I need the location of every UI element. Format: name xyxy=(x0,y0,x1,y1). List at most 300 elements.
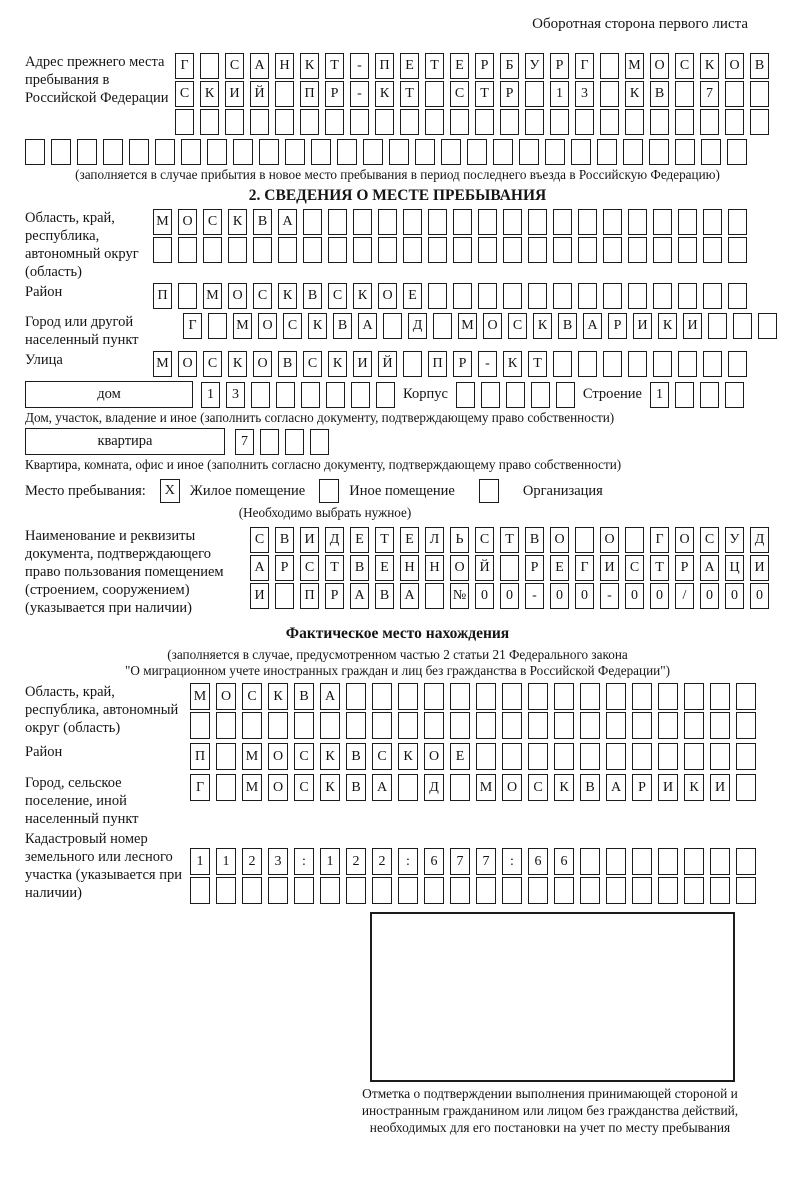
char-cell[interactable]: К xyxy=(375,81,394,107)
char-cell[interactable]: С xyxy=(253,283,272,309)
char-cell[interactable]: О xyxy=(228,283,247,309)
char-cell[interactable] xyxy=(675,81,694,107)
char-cell[interactable] xyxy=(632,743,652,770)
char-cell[interactable] xyxy=(259,139,279,165)
char-cell[interactable] xyxy=(77,139,97,165)
char-cell[interactable] xyxy=(260,429,279,455)
char-cell[interactable] xyxy=(580,683,600,710)
char-cell[interactable] xyxy=(650,109,669,135)
char-cell[interactable] xyxy=(428,209,447,235)
char-cell[interactable]: О xyxy=(450,555,469,581)
char-cell[interactable] xyxy=(658,743,678,770)
char-cell[interactable] xyxy=(346,683,366,710)
char-cell[interactable] xyxy=(216,712,236,739)
char-cell[interactable]: В xyxy=(650,81,669,107)
char-cell[interactable] xyxy=(398,774,418,801)
char-cell[interactable]: Р xyxy=(275,555,294,581)
char-cell[interactable]: П xyxy=(153,283,172,309)
char-cell[interactable]: С xyxy=(283,313,302,339)
char-cell[interactable] xyxy=(175,109,194,135)
char-cell[interactable] xyxy=(675,139,695,165)
char-cell[interactable] xyxy=(456,382,475,408)
char-cell[interactable] xyxy=(403,351,422,377)
char-cell[interactable]: П xyxy=(428,351,447,377)
char-cell[interactable] xyxy=(703,209,722,235)
char-cell[interactable]: А xyxy=(358,313,377,339)
char-cell[interactable] xyxy=(525,109,544,135)
char-cell[interactable]: С xyxy=(508,313,527,339)
char-cell[interactable]: К xyxy=(328,351,347,377)
char-cell[interactable] xyxy=(476,712,496,739)
char-cell[interactable]: Н xyxy=(275,53,294,79)
char-cell[interactable]: 7 xyxy=(450,848,470,875)
char-cell[interactable] xyxy=(475,109,494,135)
char-cell[interactable]: В xyxy=(278,351,297,377)
char-cell[interactable]: К xyxy=(554,774,574,801)
char-cell[interactable]: К xyxy=(228,351,247,377)
char-cell[interactable] xyxy=(433,313,452,339)
char-cell[interactable] xyxy=(653,351,672,377)
char-cell[interactable]: К xyxy=(320,743,340,770)
char-cell[interactable]: 1 xyxy=(650,382,669,408)
char-cell[interactable] xyxy=(278,237,297,263)
char-cell[interactable] xyxy=(294,712,314,739)
char-cell[interactable] xyxy=(710,712,730,739)
char-cell[interactable] xyxy=(554,743,574,770)
char-cell[interactable]: С xyxy=(700,527,719,553)
char-cell[interactable]: Е xyxy=(400,527,419,553)
char-cell[interactable] xyxy=(578,237,597,263)
char-cell[interactable] xyxy=(606,712,626,739)
char-cell[interactable] xyxy=(632,683,652,710)
char-cell[interactable] xyxy=(553,351,572,377)
char-cell[interactable]: О xyxy=(502,774,522,801)
char-cell[interactable]: Ц xyxy=(725,555,744,581)
char-cell[interactable] xyxy=(578,351,597,377)
char-cell[interactable]: Т xyxy=(325,53,344,79)
residential-checkbox[interactable]: X xyxy=(160,479,180,503)
char-cell[interactable]: В xyxy=(350,555,369,581)
char-cell[interactable]: 0 xyxy=(575,583,594,609)
char-cell[interactable] xyxy=(398,877,418,904)
char-cell[interactable]: С xyxy=(225,53,244,79)
char-cell[interactable]: Р xyxy=(525,555,544,581)
char-cell[interactable] xyxy=(476,683,496,710)
char-cell[interactable]: С xyxy=(242,683,262,710)
char-cell[interactable] xyxy=(403,209,422,235)
char-cell[interactable]: С xyxy=(300,555,319,581)
char-cell[interactable] xyxy=(453,237,472,263)
char-cell[interactable]: С xyxy=(675,53,694,79)
char-cell[interactable]: Г xyxy=(650,527,669,553)
char-cell[interactable]: 7 xyxy=(476,848,496,875)
char-cell[interactable] xyxy=(424,712,444,739)
char-cell[interactable]: 1 xyxy=(320,848,340,875)
char-cell[interactable] xyxy=(710,848,730,875)
char-cell[interactable] xyxy=(493,139,513,165)
char-cell[interactable] xyxy=(481,382,500,408)
char-cell[interactable]: К xyxy=(300,53,319,79)
char-cell[interactable]: К xyxy=(320,774,340,801)
char-cell[interactable] xyxy=(703,283,722,309)
char-cell[interactable] xyxy=(708,313,727,339)
char-cell[interactable]: Г xyxy=(575,555,594,581)
char-cell[interactable] xyxy=(736,848,756,875)
char-cell[interactable] xyxy=(303,237,322,263)
char-cell[interactable] xyxy=(678,209,697,235)
char-cell[interactable] xyxy=(600,53,619,79)
char-cell[interactable] xyxy=(275,583,294,609)
char-cell[interactable]: 2 xyxy=(346,848,366,875)
char-cell[interactable]: В xyxy=(333,313,352,339)
char-cell[interactable] xyxy=(311,139,331,165)
char-cell[interactable]: С xyxy=(250,527,269,553)
char-cell[interactable]: 3 xyxy=(226,382,245,408)
char-cell[interactable]: Е xyxy=(550,555,569,581)
char-cell[interactable] xyxy=(415,139,435,165)
char-cell[interactable] xyxy=(450,712,470,739)
char-cell[interactable]: Т xyxy=(475,81,494,107)
char-cell[interactable] xyxy=(710,743,730,770)
char-cell[interactable] xyxy=(553,283,572,309)
char-cell[interactable] xyxy=(51,139,71,165)
char-cell[interactable]: Г xyxy=(175,53,194,79)
char-cell[interactable]: Р xyxy=(608,313,627,339)
char-cell[interactable] xyxy=(153,237,172,263)
char-cell[interactable] xyxy=(203,237,222,263)
char-cell[interactable]: К xyxy=(278,283,297,309)
char-cell[interactable]: В xyxy=(750,53,769,79)
char-cell[interactable]: № xyxy=(450,583,469,609)
char-cell[interactable] xyxy=(606,683,626,710)
char-cell[interactable]: В xyxy=(346,743,366,770)
char-cell[interactable] xyxy=(242,877,262,904)
char-cell[interactable] xyxy=(372,877,392,904)
char-cell[interactable]: О xyxy=(650,53,669,79)
char-cell[interactable] xyxy=(275,109,294,135)
char-cell[interactable] xyxy=(675,109,694,135)
char-cell[interactable] xyxy=(398,683,418,710)
char-cell[interactable]: П xyxy=(190,743,210,770)
char-cell[interactable] xyxy=(578,209,597,235)
char-cell[interactable]: И xyxy=(683,313,702,339)
char-cell[interactable]: В xyxy=(375,583,394,609)
char-cell[interactable] xyxy=(450,109,469,135)
char-cell[interactable] xyxy=(178,283,197,309)
char-cell[interactable]: О xyxy=(178,351,197,377)
char-cell[interactable] xyxy=(528,283,547,309)
char-cell[interactable] xyxy=(310,429,329,455)
char-cell[interactable]: М xyxy=(233,313,252,339)
char-cell[interactable] xyxy=(758,313,777,339)
char-cell[interactable] xyxy=(632,877,652,904)
char-cell[interactable]: М xyxy=(476,774,496,801)
char-cell[interactable]: И xyxy=(633,313,652,339)
registration-mark-area[interactable] xyxy=(370,912,735,1082)
char-cell[interactable] xyxy=(351,382,370,408)
char-cell[interactable] xyxy=(450,774,470,801)
char-cell[interactable]: 6 xyxy=(424,848,444,875)
char-cell[interactable] xyxy=(425,109,444,135)
char-cell[interactable]: П xyxy=(300,81,319,107)
char-cell[interactable]: И xyxy=(250,583,269,609)
char-cell[interactable]: И xyxy=(710,774,730,801)
char-cell[interactable] xyxy=(703,237,722,263)
char-cell[interactable]: А xyxy=(250,555,269,581)
char-cell[interactable]: Д xyxy=(325,527,344,553)
char-cell[interactable]: И xyxy=(658,774,678,801)
char-cell[interactable] xyxy=(178,237,197,263)
char-cell[interactable] xyxy=(181,139,201,165)
char-cell[interactable] xyxy=(575,109,594,135)
char-cell[interactable]: С xyxy=(528,774,548,801)
char-cell[interactable] xyxy=(553,237,572,263)
char-cell[interactable]: Р xyxy=(675,555,694,581)
char-cell[interactable] xyxy=(710,683,730,710)
char-cell[interactable]: К xyxy=(700,53,719,79)
char-cell[interactable]: 1 xyxy=(216,848,236,875)
char-cell[interactable]: М xyxy=(625,53,644,79)
char-cell[interactable]: С xyxy=(294,743,314,770)
char-cell[interactable] xyxy=(653,209,672,235)
char-cell[interactable]: А xyxy=(700,555,719,581)
char-cell[interactable]: А xyxy=(278,209,297,235)
char-cell[interactable] xyxy=(628,351,647,377)
char-cell[interactable] xyxy=(658,848,678,875)
char-cell[interactable]: М xyxy=(203,283,222,309)
char-cell[interactable] xyxy=(725,382,744,408)
char-cell[interactable] xyxy=(424,877,444,904)
organization-checkbox[interactable] xyxy=(479,479,499,503)
char-cell[interactable] xyxy=(268,877,288,904)
char-cell[interactable]: В xyxy=(253,209,272,235)
char-cell[interactable]: 6 xyxy=(554,848,574,875)
char-cell[interactable] xyxy=(684,683,704,710)
char-cell[interactable]: Р xyxy=(453,351,472,377)
char-cell[interactable] xyxy=(600,81,619,107)
char-cell[interactable]: 2 xyxy=(242,848,262,875)
char-cell[interactable] xyxy=(207,139,227,165)
char-cell[interactable] xyxy=(571,139,591,165)
char-cell[interactable]: С xyxy=(203,209,222,235)
char-cell[interactable] xyxy=(728,283,747,309)
char-cell[interactable] xyxy=(625,527,644,553)
char-cell[interactable]: О xyxy=(268,774,288,801)
char-cell[interactable] xyxy=(658,683,678,710)
char-cell[interactable] xyxy=(424,683,444,710)
char-cell[interactable]: Р xyxy=(325,583,344,609)
char-cell[interactable]: 7 xyxy=(235,429,254,455)
char-cell[interactable] xyxy=(684,877,704,904)
char-cell[interactable]: Т xyxy=(425,53,444,79)
char-cell[interactable] xyxy=(625,109,644,135)
char-cell[interactable] xyxy=(684,712,704,739)
char-cell[interactable] xyxy=(25,139,45,165)
char-cell[interactable] xyxy=(328,237,347,263)
char-cell[interactable]: Г xyxy=(183,313,202,339)
char-cell[interactable] xyxy=(710,877,730,904)
char-cell[interactable] xyxy=(389,139,409,165)
other-premises-checkbox[interactable] xyxy=(319,479,339,503)
char-cell[interactable]: К xyxy=(625,81,644,107)
char-cell[interactable] xyxy=(372,712,392,739)
char-cell[interactable] xyxy=(506,382,525,408)
char-cell[interactable] xyxy=(428,237,447,263)
char-cell[interactable]: К xyxy=(228,209,247,235)
char-cell[interactable]: А xyxy=(583,313,602,339)
char-cell[interactable] xyxy=(200,109,219,135)
char-cell[interactable]: А xyxy=(350,583,369,609)
char-cell[interactable]: И xyxy=(225,81,244,107)
char-cell[interactable] xyxy=(325,109,344,135)
char-cell[interactable]: В xyxy=(303,283,322,309)
char-cell[interactable] xyxy=(476,877,496,904)
char-cell[interactable] xyxy=(728,209,747,235)
char-cell[interactable] xyxy=(502,683,522,710)
char-cell[interactable] xyxy=(285,429,304,455)
char-cell[interactable] xyxy=(597,139,617,165)
char-cell[interactable] xyxy=(500,109,519,135)
char-cell[interactable] xyxy=(528,237,547,263)
char-cell[interactable] xyxy=(606,848,626,875)
char-cell[interactable] xyxy=(675,382,694,408)
char-cell[interactable]: И xyxy=(300,527,319,553)
char-cell[interactable]: В xyxy=(346,774,366,801)
char-cell[interactable] xyxy=(467,139,487,165)
char-cell[interactable] xyxy=(383,313,402,339)
char-cell[interactable] xyxy=(736,877,756,904)
char-cell[interactable]: 3 xyxy=(575,81,594,107)
char-cell[interactable]: - xyxy=(525,583,544,609)
char-cell[interactable]: С xyxy=(475,527,494,553)
char-cell[interactable] xyxy=(155,139,175,165)
char-cell[interactable] xyxy=(301,382,320,408)
char-cell[interactable] xyxy=(503,283,522,309)
char-cell[interactable]: Н xyxy=(400,555,419,581)
char-cell[interactable] xyxy=(503,237,522,263)
char-cell[interactable] xyxy=(372,683,392,710)
char-cell[interactable] xyxy=(346,712,366,739)
char-cell[interactable] xyxy=(606,877,626,904)
char-cell[interactable]: О xyxy=(268,743,288,770)
char-cell[interactable] xyxy=(353,209,372,235)
char-cell[interactable] xyxy=(727,139,747,165)
char-cell[interactable]: 0 xyxy=(650,583,669,609)
char-cell[interactable] xyxy=(728,351,747,377)
char-cell[interactable] xyxy=(632,848,652,875)
char-cell[interactable]: К xyxy=(658,313,677,339)
char-cell[interactable] xyxy=(684,743,704,770)
char-cell[interactable]: У xyxy=(525,53,544,79)
char-cell[interactable]: - xyxy=(478,351,497,377)
char-cell[interactable]: У xyxy=(725,527,744,553)
char-cell[interactable]: И xyxy=(353,351,372,377)
char-cell[interactable] xyxy=(653,283,672,309)
char-cell[interactable]: Г xyxy=(190,774,210,801)
char-cell[interactable]: О xyxy=(253,351,272,377)
char-cell[interactable]: М xyxy=(242,743,262,770)
char-cell[interactable]: С xyxy=(450,81,469,107)
char-cell[interactable] xyxy=(528,743,548,770)
char-cell[interactable]: К xyxy=(353,283,372,309)
char-cell[interactable] xyxy=(476,743,496,770)
char-cell[interactable] xyxy=(400,109,419,135)
char-cell[interactable]: А xyxy=(400,583,419,609)
char-cell[interactable]: Т xyxy=(375,527,394,553)
char-cell[interactable]: 6 xyxy=(528,848,548,875)
char-cell[interactable] xyxy=(190,712,210,739)
char-cell[interactable] xyxy=(276,382,295,408)
char-cell[interactable] xyxy=(700,109,719,135)
char-cell[interactable] xyxy=(190,877,210,904)
char-cell[interactable] xyxy=(580,712,600,739)
char-cell[interactable] xyxy=(502,877,522,904)
char-cell[interactable] xyxy=(328,209,347,235)
char-cell[interactable] xyxy=(300,109,319,135)
char-cell[interactable] xyxy=(580,743,600,770)
char-cell[interactable] xyxy=(678,237,697,263)
char-cell[interactable]: С xyxy=(203,351,222,377)
char-cell[interactable] xyxy=(242,712,262,739)
char-cell[interactable] xyxy=(376,382,395,408)
char-cell[interactable]: 0 xyxy=(550,583,569,609)
char-cell[interactable]: Ь xyxy=(450,527,469,553)
char-cell[interactable] xyxy=(545,139,565,165)
char-cell[interactable] xyxy=(503,209,522,235)
char-cell[interactable]: О xyxy=(675,527,694,553)
char-cell[interactable] xyxy=(441,139,461,165)
char-cell[interactable] xyxy=(228,237,247,263)
char-cell[interactable]: О xyxy=(216,683,236,710)
char-cell[interactable] xyxy=(658,877,678,904)
char-cell[interactable]: М xyxy=(153,209,172,235)
char-cell[interactable]: А xyxy=(320,683,340,710)
char-cell[interactable] xyxy=(303,209,322,235)
char-cell[interactable]: Й xyxy=(475,555,494,581)
char-cell[interactable]: Т xyxy=(400,81,419,107)
char-cell[interactable] xyxy=(450,683,470,710)
char-cell[interactable] xyxy=(326,382,345,408)
char-cell[interactable] xyxy=(628,237,647,263)
char-cell[interactable] xyxy=(528,209,547,235)
char-cell[interactable] xyxy=(658,712,678,739)
char-cell[interactable] xyxy=(425,583,444,609)
char-cell[interactable] xyxy=(285,139,305,165)
char-cell[interactable] xyxy=(606,743,626,770)
char-cell[interactable] xyxy=(294,877,314,904)
char-cell[interactable] xyxy=(528,712,548,739)
char-cell[interactable] xyxy=(428,283,447,309)
char-cell[interactable]: Д xyxy=(408,313,427,339)
char-cell[interactable]: Р xyxy=(632,774,652,801)
char-cell[interactable] xyxy=(603,351,622,377)
char-cell[interactable]: Д xyxy=(750,527,769,553)
char-cell[interactable] xyxy=(528,683,548,710)
char-cell[interactable] xyxy=(733,313,752,339)
char-cell[interactable]: 2 xyxy=(372,848,392,875)
char-cell[interactable]: М xyxy=(153,351,172,377)
char-cell[interactable] xyxy=(678,283,697,309)
char-cell[interactable]: Е xyxy=(403,283,422,309)
char-cell[interactable]: П xyxy=(300,583,319,609)
char-cell[interactable] xyxy=(550,109,569,135)
char-cell[interactable] xyxy=(554,712,574,739)
char-cell[interactable] xyxy=(253,237,272,263)
char-cell[interactable] xyxy=(750,109,769,135)
char-cell[interactable]: 1 xyxy=(190,848,210,875)
char-cell[interactable]: 0 xyxy=(750,583,769,609)
char-cell[interactable]: - xyxy=(600,583,619,609)
